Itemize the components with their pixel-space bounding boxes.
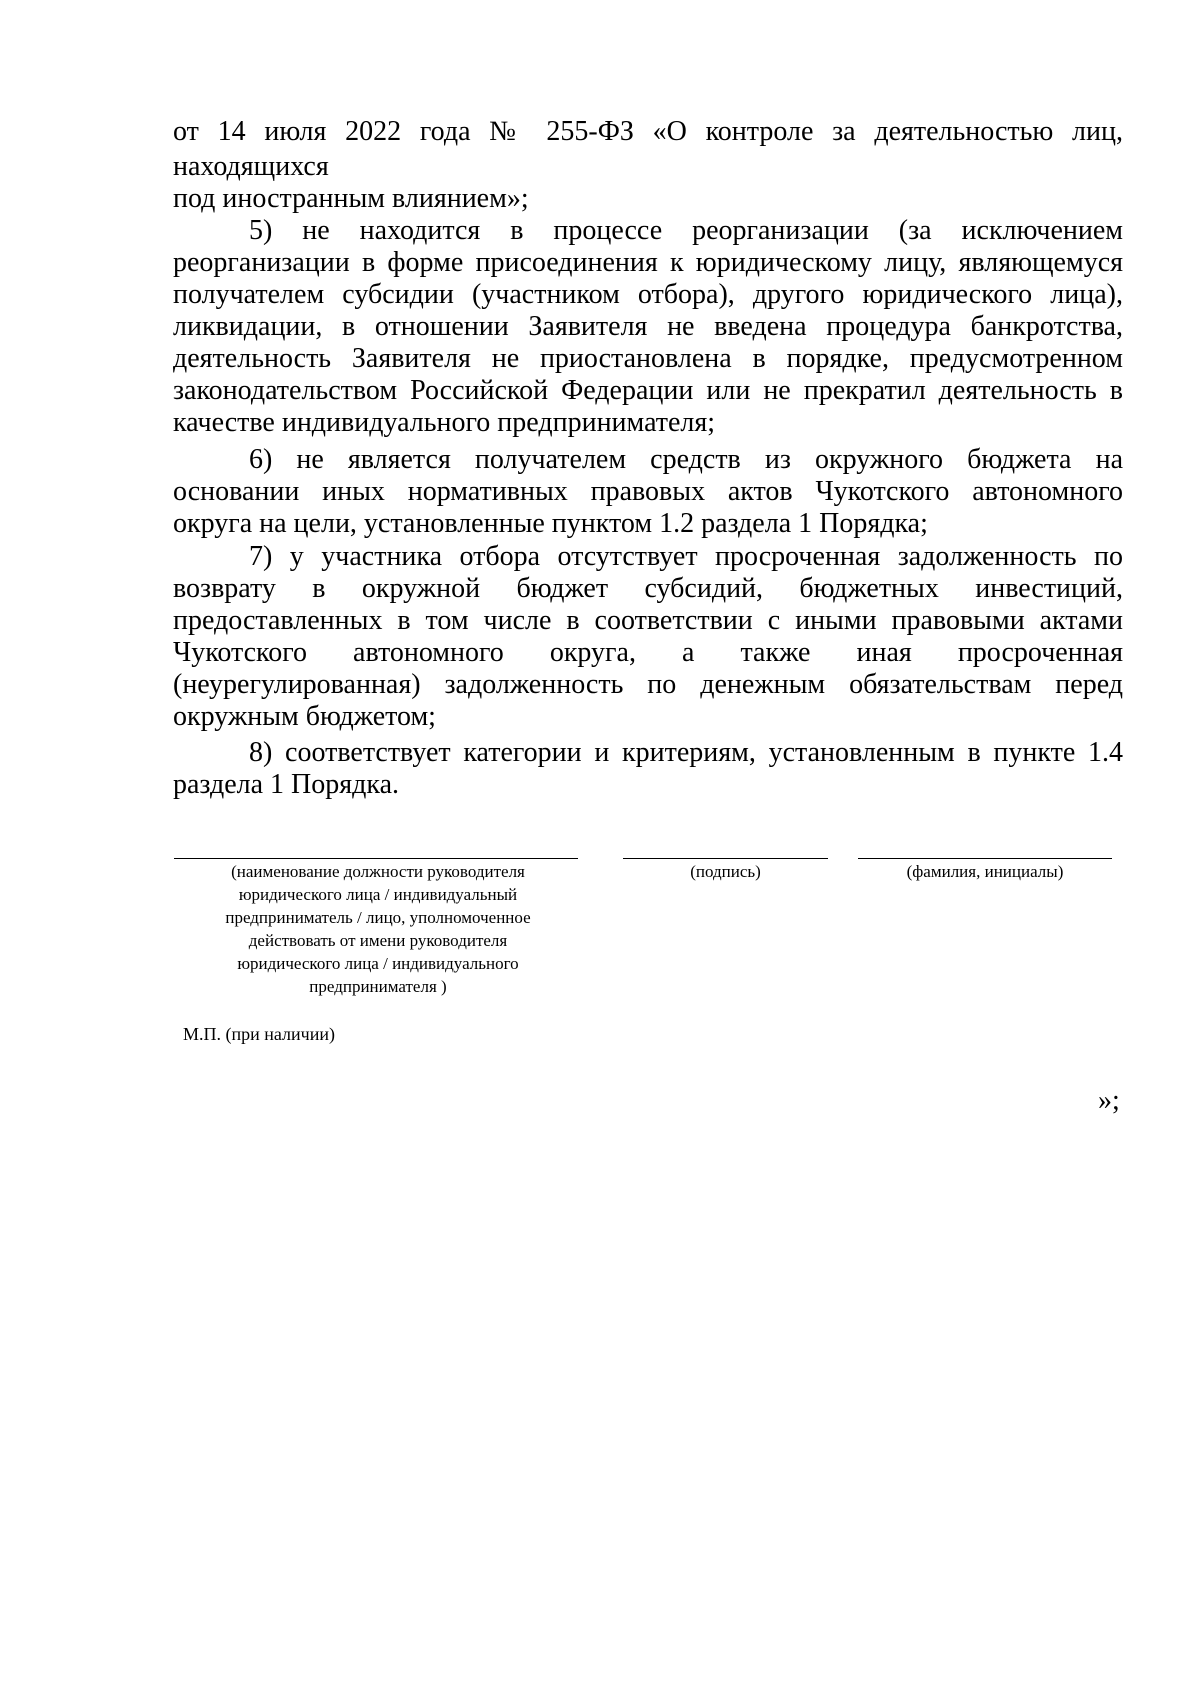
item-8-line: 8) соответствует категории и критериям, установленным в пункте 1.4	[249, 737, 1123, 768]
item-7-line: 7) у участника отбора отсутствует просроченная задолженность по	[249, 541, 1123, 572]
item-8-line: раздела 1 Порядка.	[173, 769, 400, 800]
signature-line	[623, 858, 828, 859]
item-5-line: получателем субсидии (участником отбора), другого юридического лица),	[173, 279, 1123, 310]
item-5-line: ликвидации, в отношении Заявителя не введена процедура банкротства,	[173, 311, 1123, 342]
item-6-line: основании иных нормативных правовых актов Чукотского автономного	[173, 476, 1123, 507]
item-7-line: возврату в окружной бюджет субсидий, бюджетных инвестиций,	[173, 573, 1123, 604]
intro-line: находящихся	[173, 151, 329, 182]
item-5-line: качестве индивидуального предпринимателя;	[173, 407, 716, 438]
name-caption: (фамилия, инициалы)	[906, 862, 1064, 881]
stamp-note: М.П. (при наличии)	[183, 1024, 335, 1044]
item-5-line: законодательством Российской Федерации или не прекратил деятельность в	[173, 375, 1123, 406]
position-caption-line: юридического лица / индивидуального	[237, 954, 519, 973]
position-caption-line: предпринимателя )	[309, 977, 447, 996]
intro-line: от 14 июля 2022 года № 255-ФЗ «О контроле за деятельностью лиц,	[173, 116, 1123, 147]
position-signature-line	[174, 858, 578, 859]
signature-caption: (подпись)	[690, 862, 761, 881]
item-7-line: предоставленных в том числе в соответствии с иными правовыми актами	[173, 605, 1123, 636]
item-5-line: 5) не находится в процессе реорганизации (за исключением	[249, 215, 1123, 246]
item-7-line: (неурегулированная) задолженность по денежным обязательствам перед	[173, 669, 1123, 700]
position-caption-line: юридического лица / индивидуальный	[238, 885, 518, 904]
item-5-line: деятельность Заявителя не приостановлена в порядке, предусмотренном	[173, 343, 1123, 374]
item-6-line: округа на цели, установленные пунктом 1.2 раздела 1 Порядка;	[173, 508, 928, 539]
item-6-line: 6) не является получателем средств из окружного бюджета на	[249, 444, 1123, 475]
position-caption-line: предприниматель / лицо, уполномоченное	[225, 908, 531, 927]
intro-line: под иностранным влиянием»;	[173, 183, 529, 214]
name-signature-line	[858, 858, 1112, 859]
position-caption-line: (наименование должности руководителя	[231, 862, 525, 881]
position-caption-line: действовать от имени руководителя	[248, 931, 508, 950]
closing-quote-mark: »;	[1098, 1085, 1120, 1116]
item-7-line: окружным бюджетом;	[173, 701, 436, 732]
item-5-line: реорганизации в форме присоединения к юридическому лицу, являющемуся	[173, 247, 1123, 278]
item-7-line: Чукотского автономного округа, а также иная просроченная	[173, 637, 1123, 668]
